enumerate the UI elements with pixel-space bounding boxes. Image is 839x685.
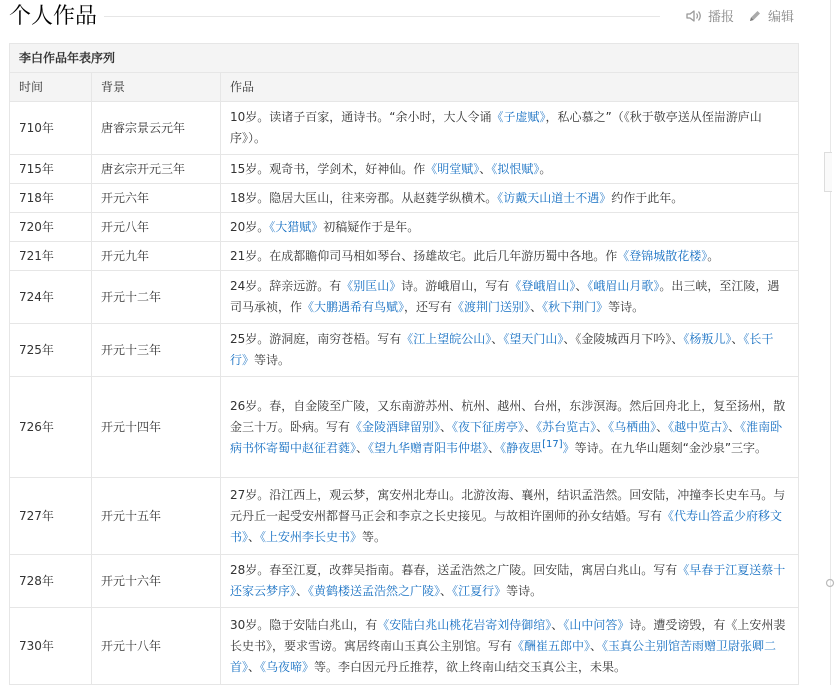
table-row [10, 102, 799, 155]
work-text: 等诗。 [608, 300, 645, 314]
work-link[interactable]: 《金陵酒肆留别》 [350, 419, 441, 434]
table-row [10, 555, 799, 608]
work-link[interactable]: 》 [562, 440, 575, 455]
work-text: 、 [656, 419, 669, 434]
cell-works [221, 184, 799, 213]
section-title: 个人作品 [9, 4, 98, 29]
pencil-icon [748, 9, 762, 23]
table-row [10, 271, 799, 324]
work-link[interactable]: 《夜下征虏亭》 [452, 419, 525, 434]
table-row [10, 184, 799, 213]
work-link[interactable]: 《代寿山答孟少府移文书》 [230, 508, 783, 544]
work-text: 等。 [362, 529, 387, 544]
table-row [10, 608, 799, 685]
work-link[interactable]: 《长干行》 [230, 332, 774, 367]
work-text: 诗。游峨眉山，写有 [401, 279, 510, 293]
table-caption-row [10, 44, 799, 73]
side-anchor-icon[interactable] [825, 573, 835, 583]
work-text: 26岁。春，自金陵至广陵，又东南游苏州、杭州、越州、台州，东涉溟海。然后回舟北上，复至扬州，散金三十万。卧病。写有 [230, 398, 786, 434]
work-text: ，还写有 [404, 300, 453, 314]
cell-works [221, 608, 799, 685]
work-link[interactable]: 《明堂赋》 [425, 161, 480, 176]
work-link[interactable]: 《秋下荆门》 [542, 300, 609, 314]
work-link[interactable]: 《静夜思 [500, 440, 543, 455]
cell-era: 开元十六年 [92, 555, 221, 608]
cell-era: 开元八年 [92, 213, 221, 242]
cell-year: 720年 [10, 213, 92, 242]
work-text: 、 [488, 440, 501, 455]
cell-works [221, 324, 799, 377]
work-text: 等诗。在九华山题刻“金沙泉”三字。 [574, 440, 768, 455]
work-text: 15岁。观奇书，学剑术，好神仙。作 [230, 161, 426, 176]
works-table [9, 43, 799, 685]
work-text: 等诗。 [506, 584, 543, 598]
work-text: 、 [440, 584, 453, 598]
section-toolbar [686, 6, 794, 25]
work-link[interactable]: 《登锦城散花楼》 [617, 248, 708, 263]
cell-era: 开元十四年 [92, 377, 221, 478]
work-link[interactable]: 《访戴天山道士不遇》 [497, 190, 612, 205]
work-link[interactable]: 《玉真公主别馆苦雨赠卫尉张卿二首》 [230, 638, 777, 674]
work-link[interactable]: 《黄鹤楼送孟浩然之广陵》 [308, 584, 441, 598]
column-header-background: 背景 [92, 73, 221, 102]
work-link[interactable]: 《望九华赠青阳韦仲堪》 [368, 440, 489, 455]
work-text: 、 [440, 419, 453, 434]
work-link[interactable]: 《拟恨赋》 [491, 161, 540, 176]
work-link[interactable]: 《江上望皖公山》 [401, 332, 492, 346]
table-header-row [10, 73, 799, 102]
work-link[interactable]: 《酬崔五郎中》 [512, 638, 591, 653]
work-text: 、 [491, 332, 504, 346]
cell-year: 727年 [10, 478, 92, 555]
work-text: 30岁。隐于安陆白兆山，有 [230, 617, 378, 632]
work-text: 、 [296, 584, 309, 598]
cell-year: 728年 [10, 555, 92, 608]
cell-year: 710年 [10, 102, 92, 155]
column-header-time: 时间 [10, 73, 92, 102]
cell-era: 开元六年 [92, 184, 221, 213]
work-text: 、 [728, 419, 741, 434]
work-link[interactable]: 《别匡山》 [341, 279, 402, 293]
work-link[interactable]: 《登峨眉山》 [509, 279, 576, 293]
work-link[interactable]: 《乌夜啼》 [260, 659, 315, 674]
work-text: 、 [524, 419, 537, 434]
work-link[interactable]: 《大猎赋》 [269, 219, 324, 234]
cell-year: 730年 [10, 608, 92, 685]
cell-era: 开元十五年 [92, 478, 221, 555]
work-text: 21岁。在成都瞻仰司马相如琴台、扬雄故宅。此后几年游历蜀中各地。作 [230, 248, 618, 263]
column-header-works: 作品 [221, 73, 799, 102]
speaker-icon [686, 9, 702, 23]
cell-year: 725年 [10, 324, 92, 377]
title-divider [104, 16, 660, 17]
work-link[interactable]: 《上安州李长史书》 [260, 529, 363, 544]
work-text: 、 [551, 617, 564, 632]
work-text: 10岁。读诸子百家，通诗书。“余小时，大人令诵 [230, 110, 492, 124]
cell-works [221, 242, 799, 271]
cell-works [221, 377, 799, 478]
work-link[interactable]: 《淮南卧病书怀寄蜀中赵征君蕤》 [230, 419, 783, 455]
cell-works [221, 555, 799, 608]
work-text: 。 [707, 248, 720, 263]
work-link[interactable]: 《安陆白兆山桃花岩寄刘侍御绾》 [377, 617, 552, 632]
cell-works [221, 271, 799, 324]
work-text: 初稿疑作于是年。 [323, 219, 420, 234]
cell-era: 唐玄宗开元三年 [92, 155, 221, 184]
cell-era: 开元十三年 [92, 324, 221, 377]
cell-era: 唐睿宗景云元年 [92, 102, 221, 155]
cell-works [221, 102, 799, 155]
work-text: 等诗。 [254, 353, 291, 367]
broadcast-button[interactable] [686, 6, 734, 25]
work-text: 18岁。隐居大匡山，往来旁郡。从赵蕤学纵横术。 [230, 190, 498, 205]
page-scrollbar-thumb[interactable] [824, 152, 832, 192]
cell-era: 开元十八年 [92, 608, 221, 685]
work-link[interactable]: 《子虚赋》 [491, 110, 546, 124]
work-text: 诗。遭受谤毁，有《上安州裴长史书》，要求雪谤。寓居终南山玉真公主别馆。写有 [230, 617, 786, 653]
table-row [10, 478, 799, 555]
cell-year: 715年 [10, 155, 92, 184]
cell-year: 721年 [10, 242, 92, 271]
work-text: 、 [731, 332, 744, 346]
work-text: 25岁。游洞庭，南穷苍梧。写有 [230, 332, 402, 346]
table-row [10, 242, 799, 271]
work-text: 28岁。春至江夏，改葬吴指南。暮春，送孟浩然之广陵。回安陆，寓居白兆山。写有 [230, 563, 678, 577]
work-text: 、 [479, 161, 492, 176]
cell-works [221, 478, 799, 555]
cell-year: 726年 [10, 377, 92, 478]
work-text: 、 [356, 440, 369, 455]
cell-era: 开元九年 [92, 242, 221, 271]
work-text: 、《金陵城西月下吟》、 [563, 332, 684, 346]
work-link[interactable]: 《越中览古》 [668, 419, 729, 434]
work-link[interactable]: 《早春于江夏送蔡十还家云梦序》 [230, 563, 786, 598]
work-link[interactable]: 《杨叛儿》 [683, 332, 732, 346]
cell-year: 724年 [10, 271, 92, 324]
cell-works [221, 155, 799, 184]
work-text: 等。李白因元丹丘推荐，欲上终南山结交玉真公主，未果。 [314, 659, 627, 674]
work-link[interactable]: 《苏台览古》 [536, 419, 597, 434]
work-text: ，私心慕之”（《秋于敬亭送从侄耑游庐山序》）。 [230, 110, 762, 145]
work-link[interactable]: 《峨眉山月歌》 [587, 279, 660, 293]
cell-year: 718年 [10, 184, 92, 213]
work-text: 、 [590, 638, 603, 653]
work-text: 。 [539, 161, 552, 176]
work-link[interactable]: 《江夏行》 [452, 584, 507, 598]
work-text: 。出三峡，至江陵，遇司马承祯，作 [230, 279, 780, 314]
edit-label: 编辑 [768, 10, 795, 25]
work-text: 20岁。 [230, 219, 270, 234]
work-link[interactable]: 《乌栖曲》 [608, 419, 657, 434]
edit-button[interactable] [748, 6, 794, 25]
table-caption: 李白作品年表序列 [10, 44, 799, 73]
work-text: 约作于此年。 [611, 190, 684, 205]
work-text: 、 [248, 659, 261, 674]
broadcast-label: 播报 [708, 10, 735, 25]
cell-era: 开元十二年 [92, 271, 221, 324]
work-text: 24岁。辞亲远游。有 [230, 279, 342, 293]
cell-works [221, 213, 799, 242]
work-text: 、 [575, 279, 588, 293]
work-link[interactable]: 《渡荆门送别》 [452, 300, 531, 314]
table-row [10, 324, 799, 377]
work-link[interactable]: 《大鹏遇希有鸟赋》 [302, 300, 405, 314]
table-row [10, 377, 799, 478]
work-link[interactable]: 《望天门山》 [503, 332, 564, 346]
work-text: 、 [248, 529, 261, 544]
table-row [10, 155, 799, 184]
work-text: 27岁。沿江西上，观云梦，寓安州北寿山。北游汝海、襄州，结识孟浩然。回安陆，冲撞李长史车马。与元丹丘一起受安州都督马正会和李京之长史接见。与故相许圉师的孙女结婚。写有 [230, 487, 786, 523]
table-row [10, 213, 799, 242]
work-link[interactable]: 《山中问答》 [563, 617, 630, 632]
work-text: 、 [596, 419, 609, 434]
work-text: 、 [530, 300, 543, 314]
footnote-ref[interactable]: [17] [542, 438, 563, 450]
